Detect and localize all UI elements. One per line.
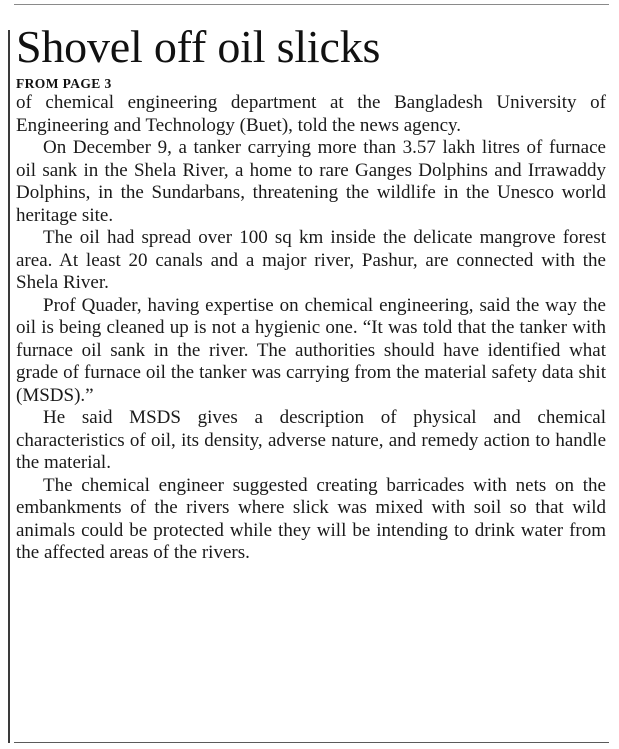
news-article (16, 22, 606, 565)
bottom-rule (14, 742, 609, 743)
article-paragraph: He said MSDS gives a description of physical and chemical characteristics of oil, its density, adverse nature, and remedy action to handle the material. (16, 407, 606, 473)
article-headline: Shovel off oil slicks (16, 21, 381, 72)
article-paragraph: of chemical engineering department at the Bangladesh University of Engineering and Technology (Buet), told the news agency. (16, 92, 606, 136)
article-paragraph: On December 9, a tanker carrying more than 3.57 lakh litres of furnace oil sank in the Shela River, a home to rare Ganges Dolphins and Irrawaddy Dolphins, in the Sundarbans, threatening the wildlife in the Unesco world heritage site. (16, 137, 606, 226)
jump-label: FROM PAGE 3 (16, 76, 112, 91)
article-paragraph: The chemical engineer suggested creating barricades with nets on the embankments of the rivers where slick was mixed with soil so that wild animals could be protected while they will be intending to drink water from the affected areas of the rivers. (16, 474, 606, 563)
article-paragraph: The oil had spread over 100 sq km inside the delicate mangrove forest area. At least 20 canals and a major river, Pashur, are connected with the Shela River. (16, 227, 606, 293)
article-paragraph: Prof Quader, having expertise on chemical engineering, said the way the oil is being cleaned up is not a hygienic one. “It was told that the tanker with furnace oil sank in the river. The authorities should have identified what grade of furnace oil the tanker was carrying from the material safety data shit (MSDS).” (16, 294, 606, 406)
top-rule (14, 4, 609, 5)
column-rule (8, 30, 10, 743)
